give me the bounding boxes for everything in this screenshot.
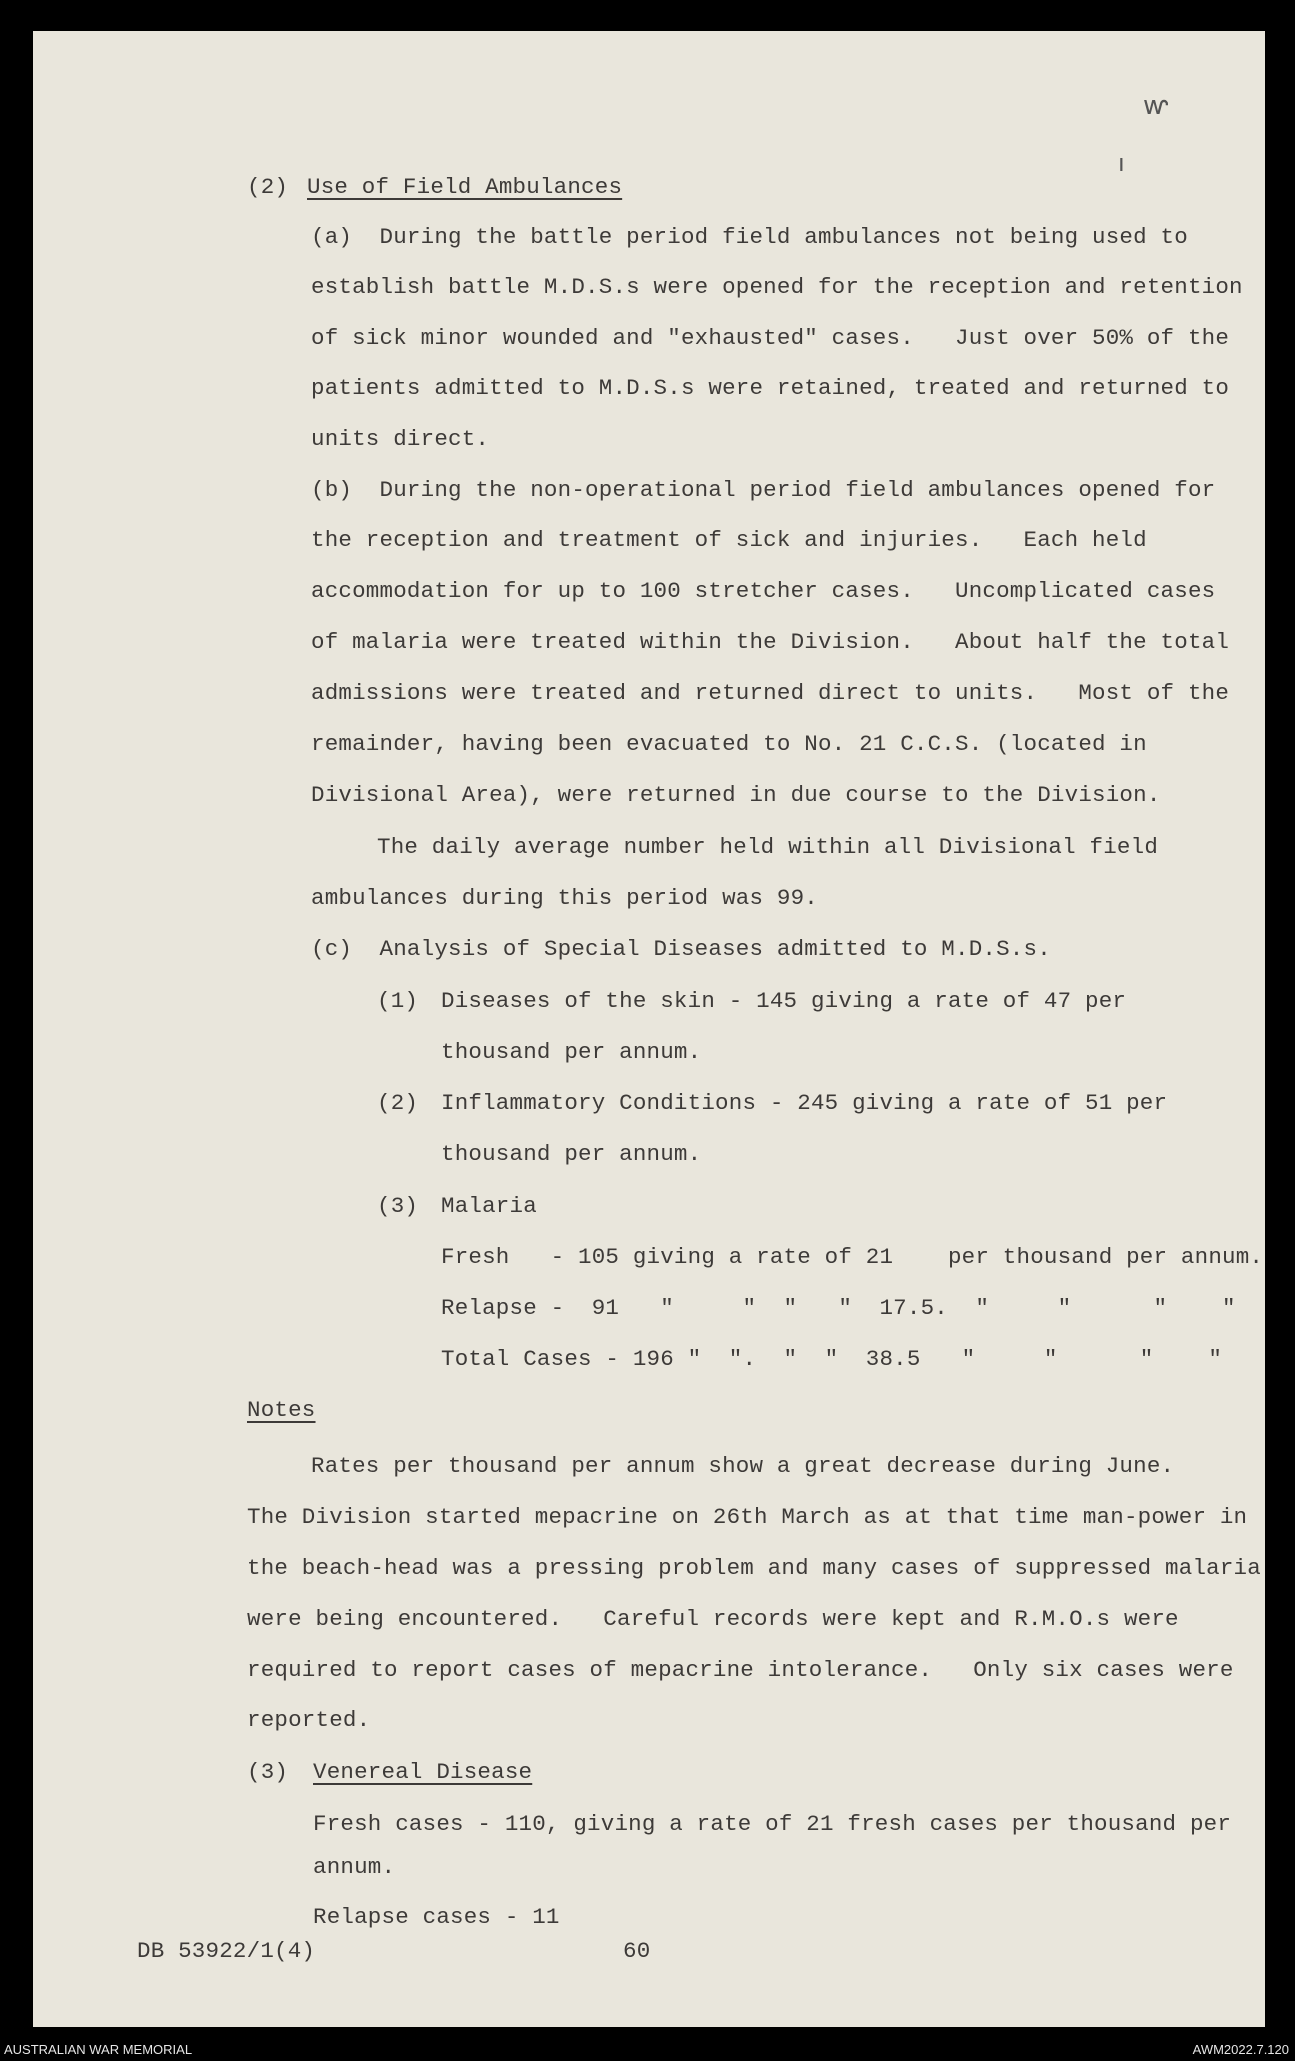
item-number: (1) <box>377 988 419 1014</box>
handwritten-mark: ⱳ <box>1143 91 1168 121</box>
archive-credit: AUSTRALIAN WAR MEMORIAL <box>4 2042 193 2057</box>
notes-line: the beach-head was a pressing problem and many cases of suppressed malaria <box>247 1555 1261 1581</box>
page-number: 60 <box>623 1938 651 1964</box>
vd-line: Fresh cases - 110, giving a rate of 21 fresh cases per thousand per <box>313 1811 1232 1837</box>
malaria-row: Relapse - 91 " " " " 17.5. " " " " <box>441 1295 1236 1321</box>
archive-id: AWM2022.7.120 <box>1192 2042 1289 2057</box>
section-3-title: Venereal Disease <box>313 1759 533 1785</box>
notes-line: The Division started mepacrine on 26th March as at that time man-power in <box>247 1504 1248 1530</box>
item-line: thousand per annum. <box>441 1141 702 1167</box>
item-number: (2) <box>377 1090 419 1116</box>
notes-line: reported. <box>247 1707 371 1733</box>
item-line: Diseases of the skin - 145 giving a rate of 47 per <box>441 988 1127 1014</box>
item-line: Malaria <box>441 1193 537 1219</box>
item-number: (3) <box>377 1193 419 1219</box>
notes-heading: Notes <box>247 1397 316 1423</box>
malaria-row: Total Cases - 196 " ". " " 38.5 " " " " <box>441 1346 1223 1372</box>
para-daily-line: ambulances during this period was 99. <box>311 885 818 911</box>
section-3-number: (3) <box>247 1759 289 1785</box>
handwritten-tick: ı <box>1118 149 1125 177</box>
section-2-title: Use of Field Ambulances <box>307 174 623 200</box>
para-a-line: units direct. <box>311 426 490 452</box>
para-daily-line: The daily average number held within all Divisional field <box>377 834 1159 860</box>
notes-line: were being encountered. Careful records were kept and R.M.O.s were <box>247 1606 1179 1632</box>
para-b-line: (b) During the non-operational period field ambulances opened for <box>311 477 1216 503</box>
item-line: Inflammatory Conditions - 245 giving a rate of 51 per <box>441 1090 1168 1116</box>
para-b-line: the reception and treatment of sick and injuries. Each held <box>311 527 1147 553</box>
para-b-line: of malaria were treated within the Division. About half the total <box>311 629 1230 655</box>
vd-line: Relapse cases - 11 <box>313 1904 560 1930</box>
document-reference: DB 53922/1(4) <box>137 1938 316 1964</box>
para-a-line: patients admitted to M.D.S.s were retained, treated and returned to <box>311 375 1230 401</box>
vd-line: annum. <box>313 1854 396 1880</box>
para-c-line: (c) Analysis of Special Diseases admitted to M.D.S.s. <box>311 936 1051 962</box>
malaria-row: Fresh - 105 giving a rate of 21 per thousand per annum. <box>441 1244 1264 1270</box>
para-b-line: Divisional Area), were returned in due course to the Division. <box>311 782 1161 808</box>
para-a-line: of sick minor wounded and "exhausted" cases. Just over 50% of the <box>311 325 1230 351</box>
para-b-line: remainder, having been evacuated to No. 21 C.C.S. (located in <box>311 731 1147 757</box>
para-a-line: (a) During the battle period field ambulances not being used to <box>311 224 1188 250</box>
para-b-line: accommodation for up to 100 stretcher cases. Uncomplicated cases <box>311 578 1216 604</box>
document-page <box>33 31 1265 2027</box>
notes-line: Rates per thousand per annum show a great decrease during June. <box>311 1453 1175 1479</box>
item-line: thousand per annum. <box>441 1039 702 1065</box>
section-2-number: (2) <box>247 174 289 200</box>
notes-line: required to report cases of mepacrine intolerance. Only six cases were <box>247 1657 1234 1683</box>
para-a-line: establish battle M.D.S.s were opened for the reception and retention <box>311 274 1243 300</box>
para-b-line: admissions were treated and returned direct to units. Most of the <box>311 680 1230 706</box>
